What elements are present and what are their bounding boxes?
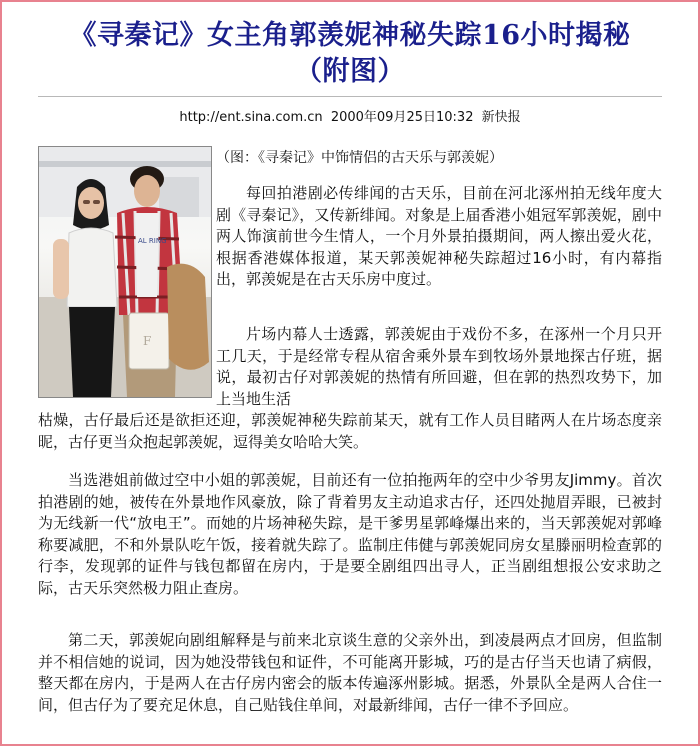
- photo-illustration: [39, 147, 211, 397]
- photo-caption: （图：《寻秦记》中饰情侣的古天乐与郭羡妮）: [216, 150, 503, 166]
- title-line-2: （附图）: [295, 56, 405, 87]
- svg-text:F: F: [143, 334, 152, 348]
- paragraph-2: 片场内幕人士透露，郭羡妮由于戏份不多，在涿州一个月只开工几天，于是经常专程从宿舍乘外景车到牧场外景地探古仔班，据说，最初古仔对郭羡妮的热情有所回避，但在郭的热烈攻势下，加上当地生活: [216, 325, 662, 408]
- paragraph-4: 第二天，郭羡妮向剧组解释是与前来北京谈生意的父亲外出，到凌晨两点才回房，但监制并不相信她的说词，因为她没带钱包和证件，不可能离开影城，巧的是古仔当天也请了病假，整天都在房内，于是两人在古仔房内密会的版本传遍涿州影城。据悉，外景队全是两人合住一间，但古仔为了要充足休息，自己贴钱住单间，对最新绯闻，古仔一律不予回应。: [38, 631, 662, 714]
- publish-datetime: 2000年09月25日10:32: [330, 110, 474, 125]
- title-divider: [38, 96, 662, 97]
- news-source: 新快报: [481, 110, 521, 125]
- title-line-1: 《寻秦记》女主角郭羡妮神秘失踪16小时揭秘: [69, 20, 631, 51]
- paragraph-1: 每回拍港剧必传绯闻的古天乐，目前在河北涿州拍无线年度大剧《寻秦记》，又传新绯闻。对象是上届香港小姐冠军郭羡妮，剧中两人饰演前世今生情人，一个月外景拍摄期间，两人擦出爱火花，根据香港媒体报道，某天郭羡妮神秘失踪超过16小时，有内幕指出，郭羡妮是在古天乐房中度过。: [216, 184, 662, 288]
- article-meta: [0, 106, 700, 125]
- source-url[interactable]: http://ent.sina.com.cn: [179, 110, 323, 125]
- article-photo: [38, 146, 212, 398]
- shirt-print: AL RING: [138, 237, 167, 245]
- paragraph-2-continued: 枯燥，古仔最后还是欲拒还迎，郭羡妮神秘失踪前某天，就有工作人员目睹两人在片场态度亲昵，古仔更当众抱起郭羡妮，逗得美女哈哈大笑。: [38, 411, 662, 451]
- article-title: [20, 18, 680, 90]
- paragraph-3: 当选港姐前做过空中小姐的郭羡妮，目前还有一位拍拖两年的空中少爷男友Jimmy。首次拍港剧的她，被传在外景地作风豪放，除了背着男友主动追求古仔，还四处抛眉弄眼，已被封为无线新一代“放电王”。而她的片场神秘失踪，是干爹男星郭峰爆出来的，当天郭羡妮对郭峰称要减肥，不和外景队吃午饭，接着就失踪了。监制庄伟健与郭羡妮同房女星滕丽明检查郭的行李，发现郭的证件与钱包都留在房内，于是要全剧组四出寻人，正当剧组想报公安求助之际，古天乐突然极力阻止查房。: [38, 471, 662, 597]
